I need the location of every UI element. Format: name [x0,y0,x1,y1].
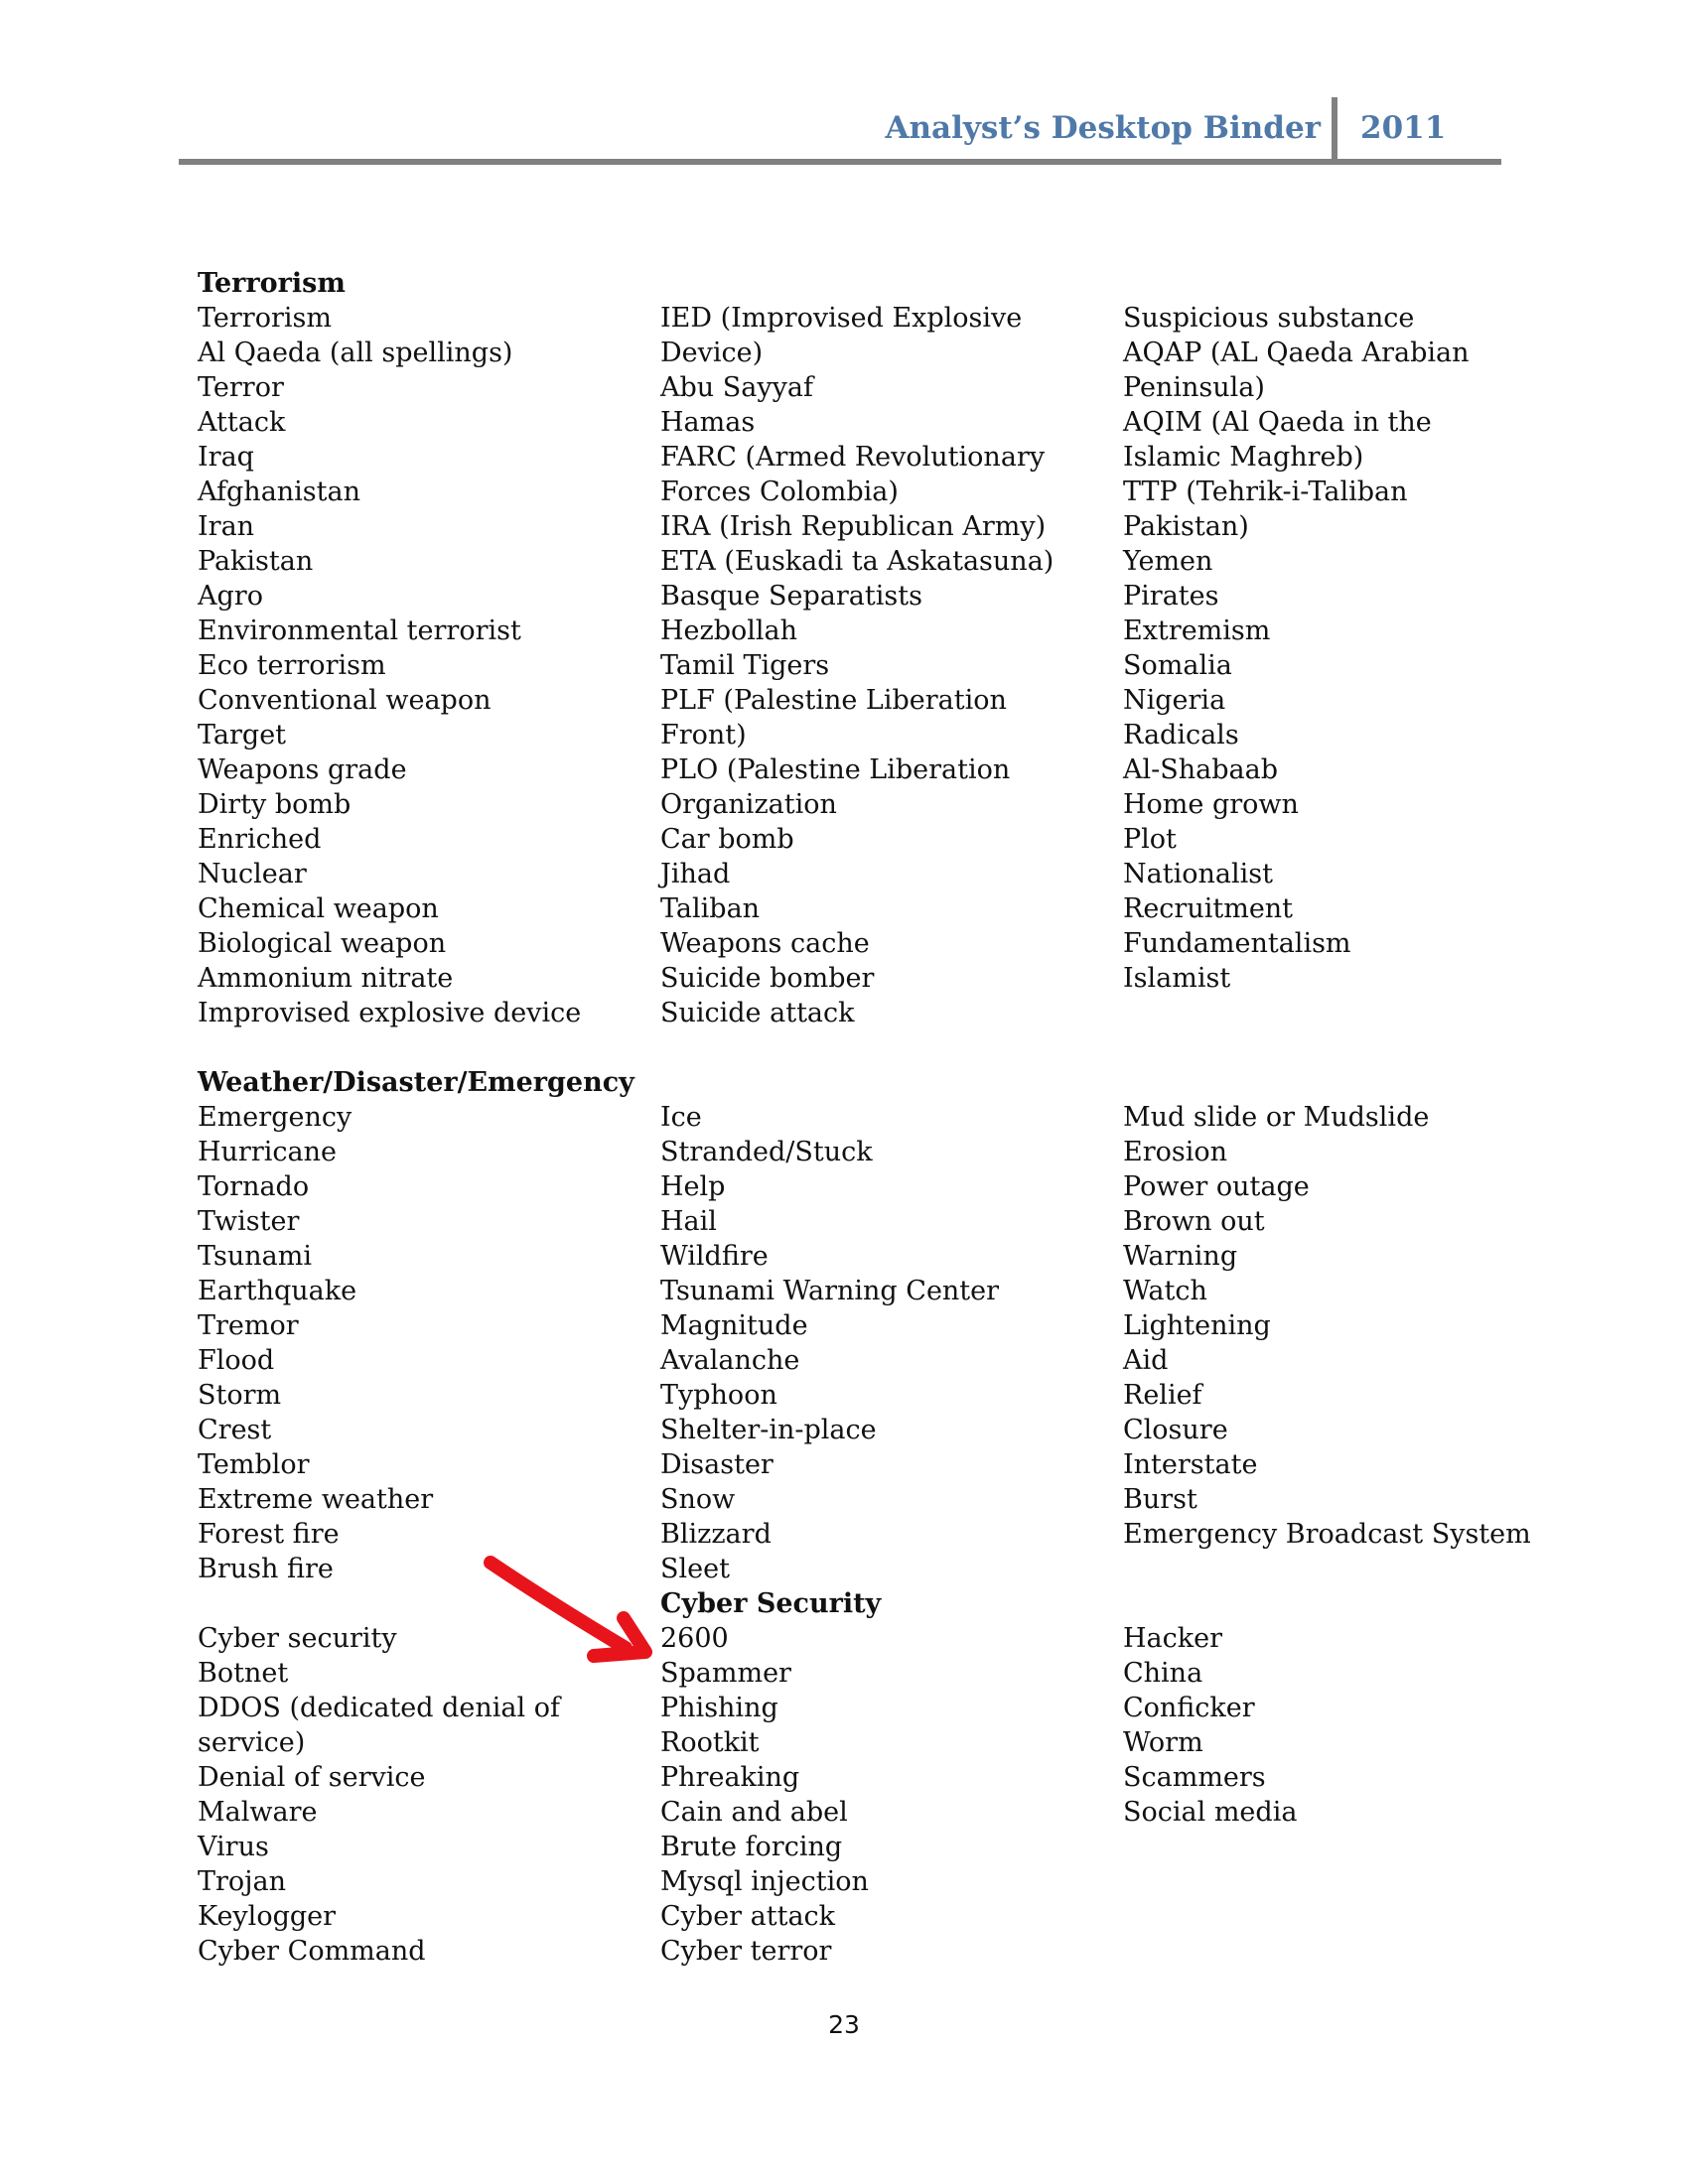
list-item: Virus [198,1832,269,1862]
list-item: Afghanistan [198,477,361,507]
list-item: Extremism [1123,615,1271,646]
list-item: Cyber terror [660,1936,832,1967]
weather-col3 [1123,1100,1531,1552]
list-item: service) [198,1727,306,1758]
list-item: DDOS (dedicated denial of [198,1693,560,1723]
list-item: Plot [1123,824,1177,855]
list-item: Wildfire [660,1241,769,1272]
list-item: Al-Shabaab [1123,754,1279,785]
list-item: Tsunami [198,1241,313,1272]
list-item: Watch [1123,1276,1207,1306]
list-item: Terror [198,372,284,403]
list-item: Device) [660,338,764,368]
terrorism-col2 [660,301,1054,1030]
list-item: Suicide attack [660,998,855,1028]
list-item: Twister [198,1206,300,1237]
list-item: Shelter-in-place [660,1415,877,1445]
list-item: Storm [198,1380,282,1411]
list-item: Home grown [1123,789,1299,820]
list-item: Islamic Maghreb) [1123,442,1364,473]
list-item: Tsunami Warning Center [660,1276,1000,1306]
list-item: TTP (Tehrik-i-Taliban [1123,477,1408,507]
terrorism-col1 [198,301,581,1030]
list-item: Dirty bomb [198,789,352,820]
list-item: Weapons cache [660,928,870,959]
page-number: 23 [828,2010,860,2039]
list-item: Nuclear [198,859,307,889]
list-item: Tremor [198,1310,299,1341]
list-item: ETA (Euskadi ta Askatasuna) [660,546,1055,577]
list-item: Crest [198,1415,272,1445]
list-item: Malware [198,1797,318,1828]
list-item: Phreaking [660,1762,800,1793]
list-item: Cyber Command [198,1936,426,1967]
list-item: Typhoon [660,1380,777,1411]
list-item: Taliban [660,893,761,924]
list-item: Magnitude [660,1310,808,1341]
list-item: Cyber security [198,1623,397,1654]
header-separator [1332,97,1337,163]
list-item: PLO (Palestine Liberation [660,754,1011,785]
list-item: Islamist [1123,963,1231,994]
list-item: Terrorism [198,303,332,334]
list-item: Front) [660,720,747,751]
list-item: Ammonium nitrate [198,963,454,994]
list-item: Al Qaeda (all spellings) [198,338,513,368]
list-item: Interstate [1123,1449,1258,1480]
cyber-col3 [1123,1621,1297,1830]
terrorism-col3 [1123,301,1470,996]
header-year: 2011 [1360,110,1447,146]
list-item: Tamil Tigers [660,650,830,681]
list-item: Hezbollah [660,615,798,646]
list-item: Agro [198,581,263,612]
list-item: Keylogger [198,1901,337,1932]
list-item: Environmental terrorist [198,615,521,646]
list-item: Suicide bomber [660,963,875,994]
weather-col1 [198,1100,433,1586]
list-item: Hamas [660,407,756,438]
list-item: Worm [1123,1727,1203,1758]
list-item: 2600 [660,1623,729,1654]
list-item: Enriched [198,824,322,855]
list-item: Recruitment [1123,893,1294,924]
list-item: Car bomb [660,824,794,855]
list-item: Fundamentalism [1123,928,1351,959]
list-item: Brute forcing [660,1832,843,1862]
list-item: Suspicious substance [1123,303,1415,334]
list-item: Conventional weapon [198,685,492,716]
list-item: Ice [660,1102,702,1133]
list-item: Extreme weather [198,1484,434,1515]
list-item: Scammers [1123,1762,1266,1793]
list-item: Yemen [1123,546,1213,577]
list-item: Pakistan) [1123,511,1249,542]
cyber-col2 [660,1621,869,1969]
list-item: IRA (Irish Republican Army) [660,511,1047,542]
list-item: Snow [660,1484,736,1515]
list-item: Closure [1123,1415,1228,1445]
list-item: Temblor [198,1449,310,1480]
list-item: Burst [1123,1484,1197,1515]
list-item: Peninsula) [1123,372,1265,403]
list-item: Flood [198,1345,275,1376]
list-item: Somalia [1123,650,1232,681]
list-item: Improvised explosive device [198,998,582,1028]
list-item: Erosion [1123,1137,1228,1167]
list-item: Phishing [660,1693,778,1723]
list-item: Blizzard [660,1519,772,1550]
list-item: Tornado [198,1171,310,1202]
list-item: Brown out [1123,1206,1265,1237]
list-item: Basque Separatists [660,581,922,612]
list-item: Mud slide or Mudslide [1123,1102,1430,1133]
list-item: Hail [660,1206,717,1237]
list-item: China [1123,1658,1203,1689]
list-item: Pirates [1123,581,1219,612]
list-item: Eco terrorism [198,650,386,681]
list-item: Hacker [1123,1623,1223,1654]
list-item: Attack [198,407,286,438]
list-item: AQAP (AL Qaeda Arabian [1123,338,1470,368]
list-item: Lightening [1123,1310,1271,1341]
list-item: Emergency Broadcast System [1123,1519,1531,1550]
list-item: Spammer [660,1658,791,1689]
list-item: Cyber attack [660,1901,836,1932]
list-item: Forest fire [198,1519,340,1550]
header-title: Analyst’s Desktop Binder [885,110,1321,146]
list-item: Hurricane [198,1137,337,1167]
list-item: Help [660,1171,726,1202]
list-item: Chemical weapon [198,893,439,924]
list-item: Abu Sayyaf [660,372,813,403]
list-item: FARC (Armed Revolutionary [660,442,1046,473]
weather-heading: Weather/Disaster/Emergency [198,1067,634,1098]
header-rule [179,159,1501,165]
list-item: Stranded/Stuck [660,1137,873,1167]
list-item: Avalanche [660,1345,800,1376]
list-item: Iran [198,511,255,542]
list-item: Organization [660,789,837,820]
list-item: PLF (Palestine Liberation [660,685,1007,716]
list-item: Relief [1123,1380,1202,1411]
red-arrow-icon [477,1549,675,1678]
running-header [179,0,1501,166]
list-item: Mysql injection [660,1866,869,1897]
list-item: Social media [1123,1797,1298,1828]
list-item: Brush fire [198,1554,334,1584]
list-item: Target [198,720,287,751]
list-item: Botnet [198,1658,289,1689]
list-item: Iraq [198,442,254,473]
terrorism-heading: Terrorism [198,268,346,299]
list-item: Earthquake [198,1276,357,1306]
weather-col2 [660,1100,999,1586]
list-item: Aid [1123,1345,1169,1376]
list-item: Forces Colombia) [660,477,899,507]
list-item: Warning [1123,1241,1238,1272]
list-item: Radicals [1123,720,1239,751]
list-item: IED (Improvised Explosive [660,303,1023,334]
list-item: Denial of service [198,1762,426,1793]
list-item: Biological weapon [198,928,447,959]
cyber-heading: Cyber Security [660,1588,882,1619]
list-item: Rootkit [660,1727,760,1758]
list-item: Pakistan [198,546,314,577]
list-item: Jihad [660,859,731,889]
list-item: Power outage [1123,1171,1310,1202]
list-item: Conficker [1123,1693,1255,1723]
list-item: Weapons grade [198,754,407,785]
list-item: AQIM (Al Qaeda in the [1123,407,1432,438]
list-item: Cain and abel [660,1797,848,1828]
list-item: Sleet [660,1554,730,1584]
list-item: Disaster [660,1449,774,1480]
list-item: Nigeria [1123,685,1226,716]
list-item: Trojan [198,1866,287,1897]
list-item: Emergency [198,1102,352,1133]
list-item: Nationalist [1123,859,1273,889]
